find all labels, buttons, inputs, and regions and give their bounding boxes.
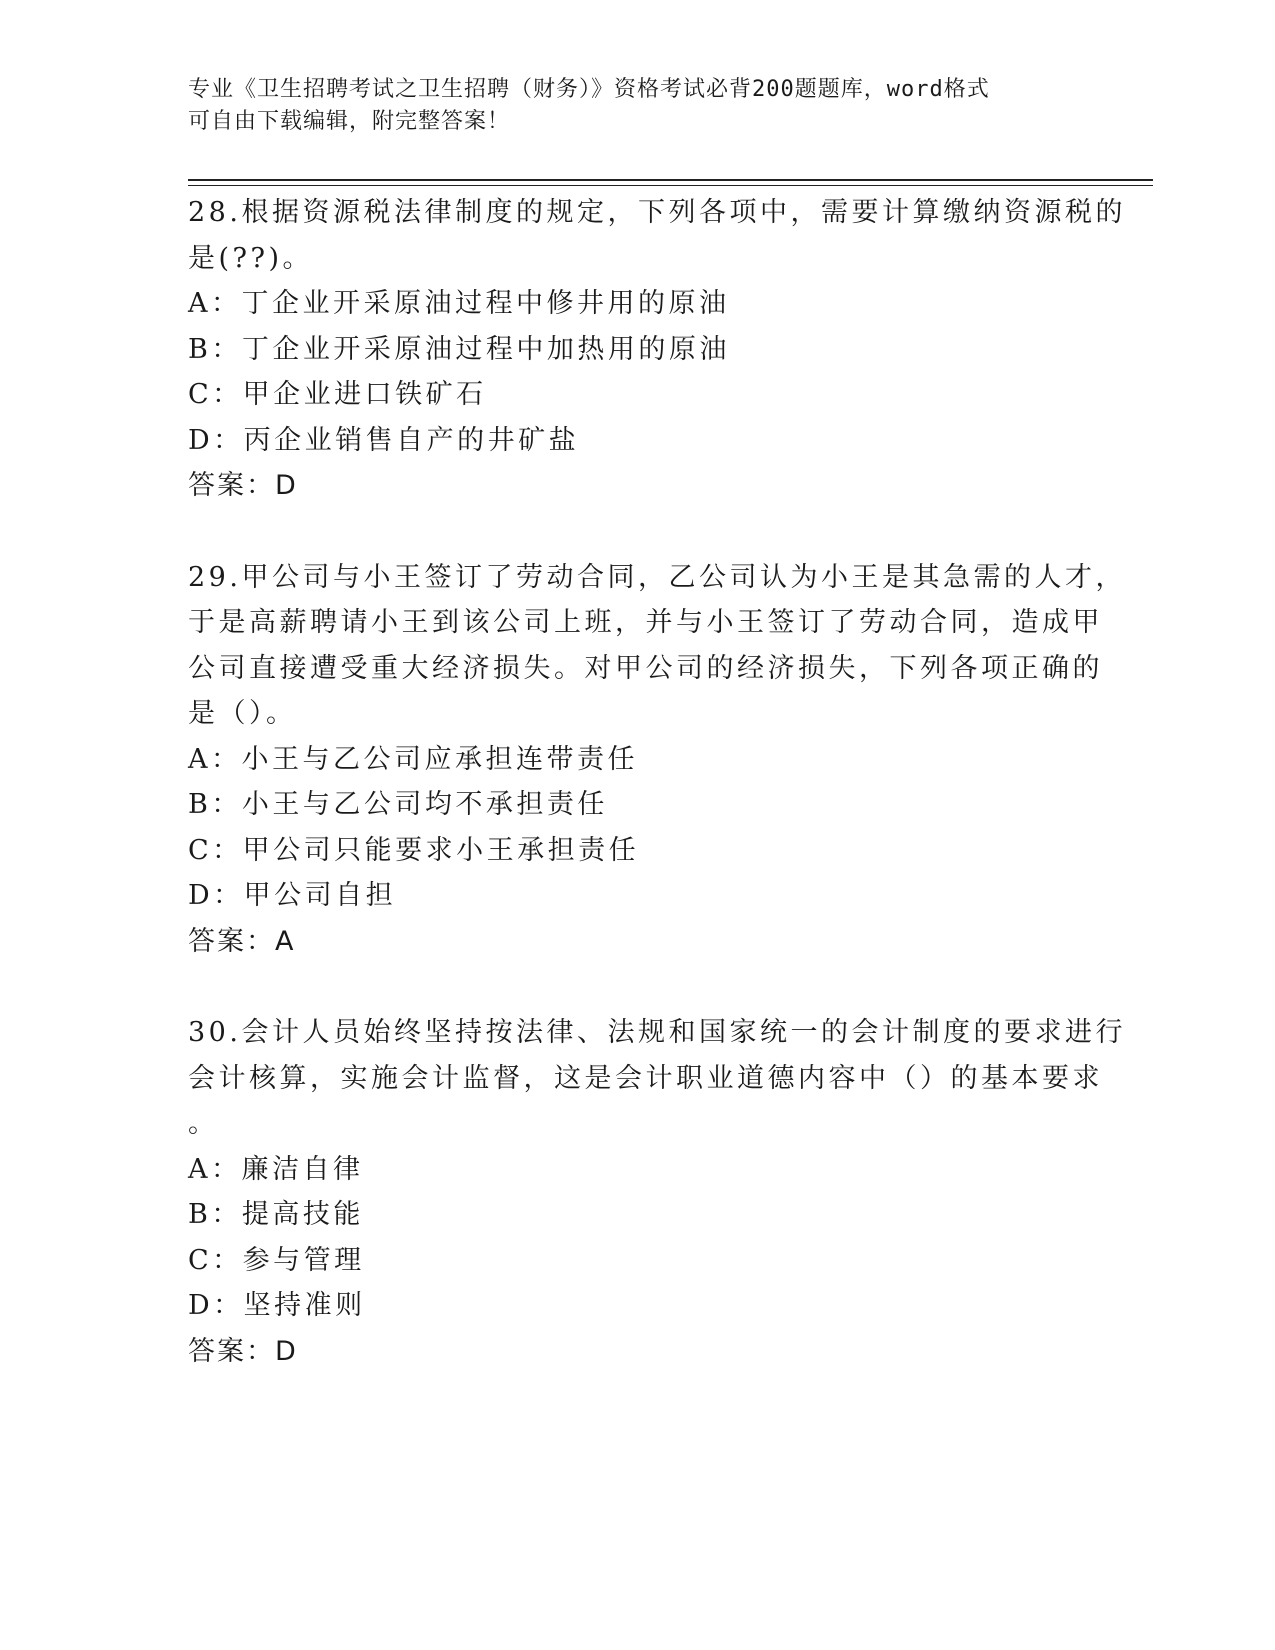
option-a: A：廉洁自律 xyxy=(188,1153,364,1185)
question-text: 28.根据资源税法律制度的规定，下列各项中，需要计算缴纳资源税的 xyxy=(188,197,1126,228)
option-b: B：小王与乙公司均不承担责任 xyxy=(188,789,608,820)
option-d: D：甲公司自担 xyxy=(188,880,397,911)
option-d: D：丙企业销售自产的井矿盐 xyxy=(188,424,580,456)
question-text: 于是高薪聘请小王到该公司上班，并与小王签订了劳动合同，造成甲 xyxy=(188,607,1103,638)
option-c: C：甲企业进口铁矿石 xyxy=(188,379,487,410)
option-b: B：提高技能 xyxy=(188,1199,364,1230)
question-text: 是（）。 xyxy=(188,698,297,729)
header-divider-thick xyxy=(188,179,1153,181)
header-divider-thin xyxy=(188,185,1153,186)
question-text: 是(??)。 xyxy=(188,242,314,274)
answer-line: 答案：D xyxy=(188,1335,298,1367)
document-header xyxy=(188,74,1088,138)
question-29 xyxy=(188,555,1126,965)
header-line: 专业《卫生招聘考试之卫生招聘（财务）》资格考试必背200题题库，word格式 xyxy=(188,77,990,102)
question-list xyxy=(188,190,1126,1420)
option-d: D：坚持准则 xyxy=(188,1290,366,1321)
question-text: 29.甲公司与小王签订了劳动合同，乙公司认为小王是其急需的人才， xyxy=(188,561,1126,593)
question-text: 30.会计人员始终坚持按法律、法规和国家统一的会计制度的要求进行 xyxy=(188,1017,1126,1048)
answer-line: 答案：A xyxy=(188,925,296,957)
header-line: 可自由下载编辑，附完整答案！ xyxy=(188,109,511,134)
question-text: 。 xyxy=(188,1108,219,1139)
question-text: 会计核算，实施会计监督，这是会计职业道德内容中（）的基本要求 xyxy=(188,1062,1103,1094)
option-c: C：参与管理 xyxy=(188,1244,365,1276)
question-text: 公司直接遭受重大经济损失。对甲公司的经济损失，下列各项正确的 xyxy=(188,652,1103,684)
option-b: B：丁企业开采原油过程中加热用的原油 xyxy=(188,333,730,365)
answer-line: 答案：D xyxy=(188,470,298,501)
option-c: C：甲公司只能要求小王承担责任 xyxy=(188,834,640,866)
question-28 xyxy=(188,190,1126,509)
question-30 xyxy=(188,1010,1126,1374)
option-a: A：丁企业开采原油过程中修井用的原油 xyxy=(188,288,730,319)
option-a: A：小王与乙公司应承担连带责任 xyxy=(188,743,638,775)
